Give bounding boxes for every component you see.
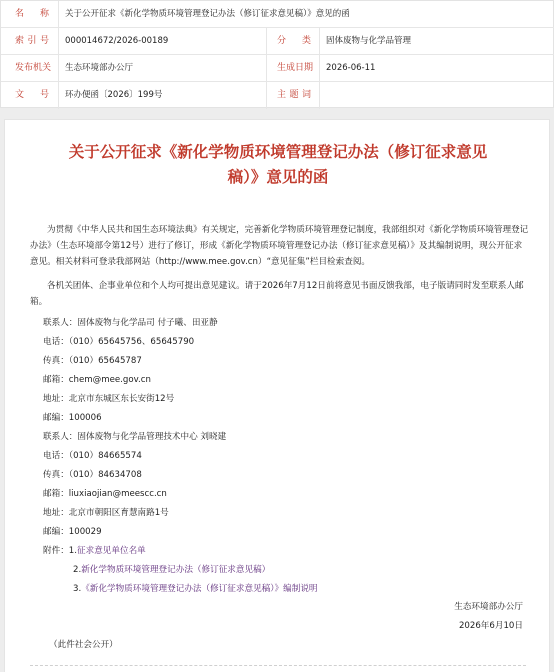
attachment-link-3[interactable]: 《新化学物质环境管理登记办法（修订征求意见稿）》编制说明 — [81, 584, 318, 594]
meta-label-docnum: 文 号 — [15, 90, 49, 100]
meta-value-docnum: 环办便函〔2026〕199号 — [65, 90, 163, 100]
attachment-item-2: 2.新化学物质环境管理登记办法（修订征求意见稿） — [73, 565, 271, 575]
contact-line: 地址：北京市东城区东长安街12号 — [43, 394, 175, 404]
meta-row-publisher — [1, 55, 554, 82]
contact-line: 联系人：固体废物与化学品管理技术中心 刘晓建 — [43, 432, 227, 442]
contact-line: 邮编：100006 — [43, 413, 102, 423]
meta-label-index: 索 引 号 — [15, 36, 49, 46]
meta-row-index — [1, 28, 554, 55]
meta-label-category: 分 类 — [277, 36, 311, 46]
public-note: （此件社会公开） — [49, 640, 118, 650]
attachment-item-3: 3.《新化学物质环境管理登记办法（修订征求意见稿）》编制说明 — [73, 584, 318, 594]
signature: 生态环境部办公厅 — [454, 602, 523, 612]
document-title: 关于公开征求《新化学物质环境管理登记办法（修订征求意见 稿）》意见的函 — [68, 143, 488, 186]
meta-row-docnum — [1, 82, 554, 109]
attachment-link-1[interactable]: 征求意见单位名单 — [77, 546, 146, 556]
metadata-table — [0, 0, 554, 108]
meta-label-keywords: 主 题 词 — [277, 90, 311, 100]
meta-value-date: 2026-06-11 — [326, 63, 376, 73]
divider — [30, 665, 526, 666]
contact-line: 邮箱：chem@mee.gov.cn — [43, 375, 151, 385]
meta-row-name — [1, 1, 554, 28]
document-card — [4, 119, 550, 672]
contact-line: 联系人：固体废物与化学品司 付子曦、田亚静 — [43, 318, 218, 328]
contact-line: 邮编：100029 — [43, 527, 102, 537]
attachments-block: 附件：1.征求意见单位名单 — [43, 546, 146, 556]
meta-value-index: 000014672/2026-00189 — [65, 36, 169, 46]
meta-value-category: 固体废物与化学品管理 — [326, 36, 412, 46]
meta-label-name: 名 称 — [15, 9, 49, 19]
attachment-link-2[interactable]: 新化学物质环境管理登记办法（修订征求意见稿） — [81, 565, 271, 575]
contact-line: 传真：（010）65645787 — [43, 356, 142, 366]
contact-line: 电话：（010）65645756、65645790 — [43, 337, 195, 347]
attachments-label: 附件： — [43, 546, 69, 556]
contact-line: 传真：（010）84634708 — [43, 470, 142, 480]
contact-line: 邮箱：liuxiaojian@meescc.cn — [43, 489, 167, 499]
contact-line: 地址：北京市朝阳区育慧南路1号 — [43, 508, 169, 518]
document-paragraph-2: 各机关团体、企事业单位和个人均可提出意见建议。请于2026年7月12日前将意见书面反馈我部，电子版请同时发至联系人邮箱。 — [30, 281, 524, 307]
signature-date: 2026年6月10日 — [458, 621, 523, 631]
meta-value-publisher: 生态环境部办公厅 — [65, 63, 134, 73]
contact-line: 电话：（010）84665574 — [43, 451, 142, 461]
meta-label-date: 生 成 日 期 — [277, 63, 314, 73]
meta-value-name: 关于公开征求《新化学物质环境管理登记办法（修订征求意见稿）》意见的函 — [65, 9, 350, 19]
document-paragraph-1: 为贯彻《中华人民共和国生态环境法典》有关规定，完善新化学物质环境管理登记制度，我部组织对《新化学物质环境管理登记办法》（生态环境部令第12号）进行了修订，形成《新化学物质环境管理登记办法（修订征求意见稿）》及其编制说明，现公开征求意见。相关材料可登录我部网站（http://www.mee.gov.cn）“意见征集”栏目检索查阅。 — [30, 225, 529, 267]
meta-label-publisher: 发 布 机 关 — [15, 63, 52, 73]
